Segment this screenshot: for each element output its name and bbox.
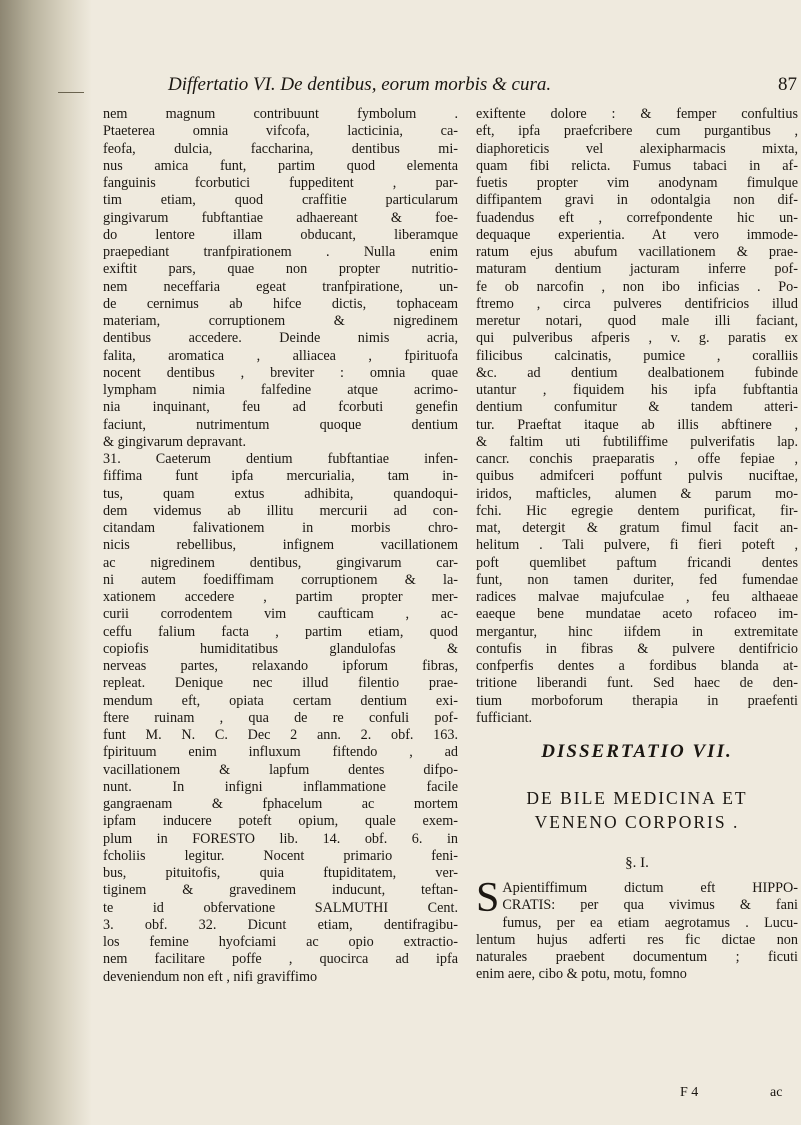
text-line: Ptaeterea omnia vifcofa, lacticinia, ca- — [103, 123, 458, 140]
text-line: repleat. Denique nec illud filentio prae- — [103, 675, 458, 692]
text-line: materiam, corruptionem & nigredinem — [103, 313, 458, 329]
text-line: citandam falivationem in morbis chro- — [103, 520, 458, 536]
text-line: fiffima funt ipfa mercurialia, tam in- — [103, 468, 458, 485]
text-line: enim aere, cibo & potu, motu, fomno — [476, 966, 687, 983]
text-line: vacillationem & lapfum dentes difpo- — [103, 761, 458, 778]
text-line: deveniendum non eft , nifi graviffimo — [103, 968, 318, 985]
text-line: fpirituum enim influxum fiftendo , ad — [103, 744, 458, 761]
right-column — [476, 106, 798, 727]
text-line: dentibus accedere. Deinde nimis acria, — [103, 330, 458, 347]
text-line: ni autem foediffimam corruptionem & la- — [103, 571, 458, 588]
text-line: radices malvae majufculae , feu althaeae — [476, 589, 798, 605]
text-line: ceffu falium facta , partim etiam, quod — [103, 623, 458, 640]
text-line: dentium confumitur & tandem atteri- — [476, 399, 798, 416]
text-line: utantur , fiquidem his ipfa fubftantia — [476, 382, 798, 398]
text-line: CRATIS: per qua vivimus & fani — [502, 897, 798, 914]
text-line: diaphoreticis vel alexipharmacis mixta, — [476, 140, 798, 157]
text-line: copiofis humiditatibus glandulofas & — [103, 640, 458, 657]
text-line: meretur notari, quod male illi faciant, — [476, 313, 798, 329]
text-line: te id obfervatione SALMUTHI Cent. — [103, 899, 458, 916]
text-line: nicis rebellibus, infignem vacillationem — [103, 537, 458, 554]
text-line: faciunt, nutrimentum quoque dentium — [103, 416, 458, 433]
left-column — [103, 106, 458, 986]
text-line: bus, pituitofis, quia ftupiditatem, ver- — [103, 865, 458, 881]
text-line: eaeque bene mundatae aceto rofaceo im- — [476, 606, 798, 623]
text-line: mat, detergit & gratum fimul facit an- — [476, 520, 798, 536]
text-line: funt, non tamen duriter, fed fumendae — [476, 571, 798, 588]
text-line: fanguinis fcorbutici fuppeditent , par- — [103, 175, 458, 191]
text-line: iridos, mafticles, alumen & parum mo- — [476, 485, 798, 502]
text-line: fuetis propter vim anodynam fimulque — [476, 175, 798, 191]
text-line: dem videmus ab illitu mercurii ad con- — [103, 502, 458, 519]
text-line: do lentore illam obducant, liberamque — [103, 226, 458, 243]
text-line: Apientiffimum dictum eft HIPPO- — [502, 880, 798, 896]
text-line: dequaque experientia. At vero immode- — [476, 226, 798, 243]
paragraph-mark: §. I. — [625, 855, 649, 871]
text-line: fuadendus eft , correfpondente hic un- — [476, 209, 798, 226]
text-line: &c. ad dentium dealbationem fubinde — [476, 364, 798, 381]
text-line: nerveas partes, relaxando ipforum fibras, — [103, 658, 458, 674]
text-line: fe ob narcofin , non ibo inficias . Po- — [476, 278, 798, 295]
running-head — [168, 74, 797, 96]
section-heading-line-2: VENENO CORPORIS . — [534, 812, 740, 832]
text-line: quibus admifceri poffunt pulvis nuciftae, — [476, 468, 798, 485]
page-number: 87 — [778, 74, 797, 95]
text-line: poft quemlibet paftum fricandi dentes — [476, 554, 798, 571]
text-line: 3. obf. 32. Dicunt etiam, dentifragibu- — [103, 916, 458, 933]
section-heading-line-1: DE BILE MEDICINA ET — [526, 788, 748, 808]
text-line: tritione liberandi funt. Sed haec de den- — [476, 675, 798, 692]
text-line: tiginem & gravedinem inducunt, teftan- — [103, 882, 458, 899]
text-line: praepediant tranfpirationem . Nulla enim — [103, 244, 458, 260]
gutter-rule — [58, 92, 84, 103]
text-line: nus amica funt, partim quod elementa — [103, 157, 458, 174]
text-line: ratum ejus abufum vacillationem & prae- — [476, 244, 798, 260]
text-line: tim etiam, quod craffitie particularum — [103, 192, 458, 209]
text-line: funt M. N. C. Dec 2 ann. 2. obf. 163. — [103, 727, 458, 743]
catchword: ac — [770, 1085, 783, 1100]
text-line: plum in FORESTO lib. 14. obf. 6. in — [103, 830, 458, 847]
text-line: ftremo , circa pulveres dentifricios illud — [476, 295, 798, 312]
text-line: nunt. In infigni inflammatione facile — [103, 778, 458, 795]
text-line: tium morboforum therapia in praefenti — [476, 692, 798, 709]
drop-cap: S — [476, 875, 500, 921]
text-line: gangraenam & fphacelum ac mortem — [103, 796, 458, 812]
text-line: exiftit pars, quae non propter nutritio- — [103, 261, 458, 278]
text-line: tur. Praeftat itaque ab illis abftinere , — [476, 416, 798, 433]
signature-mark: F 4 — [680, 1085, 699, 1100]
text-line: nem facilitare poffe , quocirca ad ipfa — [103, 951, 458, 968]
text-line: & faltim uti fubtiliffime pulverifatis lap. — [476, 433, 798, 450]
text-line: eft, ipfa praefcribere cum purgantibus , — [476, 123, 798, 140]
text-line: lympham nimia falfedine atque acrimo- — [103, 382, 458, 398]
text-line: gingivarum fubftantiae adhaereant & foe- — [103, 209, 458, 226]
text-line: cancr. conchis praeparatis , offe fepiae , — [476, 451, 798, 467]
text-line: mergantur, hinc iifdem in extremitate — [476, 623, 798, 640]
text-line: nocent dentibus , breviter : omnia quae — [103, 364, 458, 381]
text-line: fumus, per ea etiam aegrotamus . Lucu- — [502, 914, 798, 931]
text-line: fufficiant. — [476, 709, 533, 726]
running-head-title: Differtatio VI. De dentibus, eorum morbis & cura. — [168, 74, 552, 95]
text-line: falita, aromatica , alliacea , fpirituofa — [103, 347, 458, 364]
text-line: fcholiis legitur. Nocent primario feni- — [103, 847, 458, 864]
text-line: tus, quam extus adhibita, quandoqui- — [103, 485, 458, 502]
section-body — [476, 875, 798, 984]
text-line: ac nigredinem dentibus, gingivarum car- — [103, 554, 458, 571]
text-line: feofa, dulcia, faccharina, dentibus mi- — [103, 140, 458, 157]
text-line: helitum . Tali pulvere, fi fieri poteft , — [476, 537, 798, 554]
page-gutter-shadow — [0, 0, 92, 1125]
text-line: & gingivarum depravant. — [103, 433, 247, 450]
text-line: nem neceffaria egeat tranfpiratione, un- — [103, 278, 458, 295]
text-line: quam fibi relicta. Fumus tabaci in af- — [476, 157, 798, 174]
text-line: lentum hujus adferti res fic dictae non — [476, 931, 798, 948]
text-line: nem magnum contribuunt fymbolum . — [103, 106, 458, 122]
text-line: nia inquinant, feu ad fcorbuti genefin — [103, 399, 458, 416]
text-line: mendum eft, opiata certam dentium exi- — [103, 692, 458, 709]
text-line: ftere ruinam , qua de re confuli pof- — [103, 709, 458, 726]
text-line: de cernimus ab hifce dictis, tophaceam — [103, 295, 458, 312]
text-line: curii corrodentem vim caufticam , ac- — [103, 606, 458, 623]
text-line: confperfis dentes a fordibus blanda at- — [476, 658, 798, 674]
text-line: diffipantem gravi in odontalgia non dif- — [476, 192, 798, 209]
text-line: naturales praebent documentum ; ficuti — [476, 949, 798, 965]
text-line: ipfam inducere poteft opium, quale exem- — [103, 813, 458, 830]
text-line: maturam dentium jacturam inferre pof- — [476, 261, 798, 278]
text-line: qui pulveribus afperis , v. g. paratis ex — [476, 330, 798, 347]
text-line: xationem accedere , partim propter mer- — [103, 589, 458, 605]
text-line: fchi. Hic egregie dentem purificat, fir- — [476, 502, 798, 519]
text-line: los femine hyofciami ac opio extractio- — [103, 934, 458, 950]
text-line: contufis in fibras & pulvere dentifricio — [476, 640, 798, 657]
text-line: filicibus calcinatis, pumice , coralliis — [476, 347, 798, 364]
dissertation-title: DISSERTATIO VII. — [541, 741, 733, 762]
text-line: exiftente dolore : & femper confultius — [476, 106, 798, 122]
text-line: 31. Caeterum dentium fubftantiae infen- — [103, 451, 458, 467]
